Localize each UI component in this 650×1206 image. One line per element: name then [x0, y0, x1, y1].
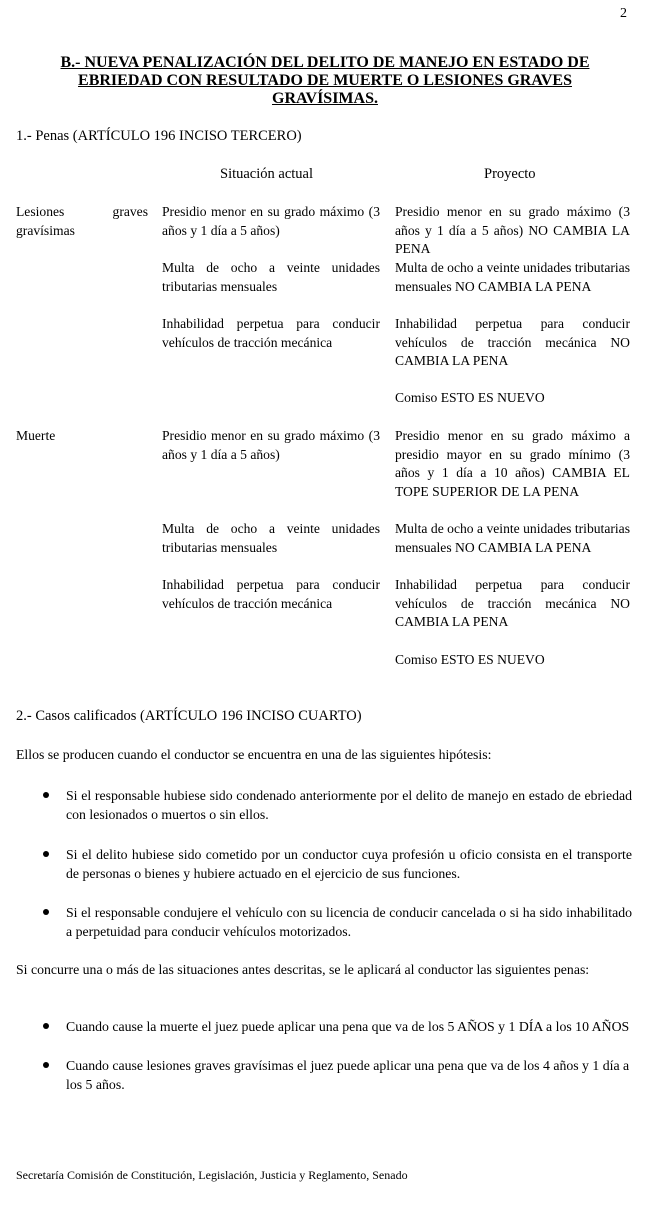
row-label-muerte: Muerte — [16, 428, 56, 443]
document-title: B.- NUEVA PENALIZACIÓN DEL DELITO DE MANEJO EN ESTADO DE EBRIEDAD CON RESULTADO DE MUERTE O LESIONES GRAVES GRAVÍSIMAS. — [60, 54, 590, 107]
section-2-intro: Ellos se producen cuando el conductor se encuentra en una de las siguientes hipótesis: — [16, 747, 492, 762]
proyecto-muerte-presidio: Presidio menor en su grado máximo a presidio mayor en su grado mínimo (3 años y 1 día a 10 años) CAMBIA EL TOPE SUPERIOR DE LA PENA — [395, 428, 630, 499]
section-2-heading: 2.- Casos calificados (ARTÍCULO 196 INCISO CUARTO) — [16, 708, 362, 724]
proyecto-lesiones-multa: Multa de ocho a veinte unidades tributarias mensuales NO CAMBIA LA PENA — [395, 260, 630, 294]
list-item — [16, 1017, 632, 1057]
penalty-text: Cuando cause lesiones graves gravísimas el juez puede aplicar una pena que va de los 4 años y 1 día a los 5 años. — [66, 1058, 630, 1092]
proyecto-muerte-inhabilidad: Inhabilidad perpetua para conducir vehículos de tracción mecánica NO CAMBIA LA PENA — [395, 577, 630, 630]
hypothesis-text: Si el delito hubiese sido cometido por un conductor cuya profesión u oficio consista en el transporte de personas o bienes y hubiere actuado en el ejercicio de sus funciones. — [66, 847, 632, 881]
list-item — [16, 786, 632, 826]
column-header-proyecto: Proyecto — [484, 166, 536, 182]
page-footer: Secretaría Comisión de Constitución, Legislación, Justicia y Reglamento, Senado — [16, 1168, 408, 1182]
proyecto-muerte-comiso: Comiso ESTO ES NUEVO — [395, 652, 545, 667]
bullet-icon — [43, 1023, 49, 1029]
actual-lesiones-multa: Multa de ocho a veinte unidades tributarias mensuales — [162, 260, 380, 294]
penalties-intro: Si concurre una o más de las situaciones antes descritas, se le aplicará al conductor las siguientes penas: — [16, 962, 590, 977]
bullet-icon — [43, 792, 49, 798]
row-label-lesiones: Lesiones graves gravísimas — [16, 204, 148, 238]
proyecto-lesiones-presidio: Presidio menor en su grado máximo (3 años y 1 día a 5 años) NO CAMBIA LA PENA — [395, 204, 630, 257]
actual-muerte-inhabilidad: Inhabilidad perpetua para conducir vehículos de tracción mecánica — [162, 577, 380, 611]
hypothesis-text: Si el responsable hubiese sido condenado anteriormente por el delito de manejo en estado de ebriedad con lesionados o muertos o sin ellos. — [66, 788, 632, 822]
column-header-actual: Situación actual — [220, 166, 314, 182]
proyecto-lesiones-comiso: Comiso ESTO ES NUEVO — [395, 390, 545, 405]
list-item — [16, 903, 632, 943]
list-item — [16, 1056, 632, 1096]
actual-lesiones-inhabilidad: Inhabilidad perpetua para conducir vehículos de tracción mecánica — [162, 316, 380, 350]
hypothesis-text: Si el responsable condujere el vehículo con su licencia de conducir cancelada o si ha sido inhabilitado a perpetuidad para conducir vehículos motorizados. — [66, 905, 632, 939]
section-1-heading: 1.- Penas (ARTÍCULO 196 INCISO TERCERO) — [16, 128, 302, 144]
proyecto-lesiones-inhabilidad: Inhabilidad perpetua para conducir vehículos de tracción mecánica NO CAMBIA LA PENA — [395, 316, 630, 369]
penalty-text: Cuando cause la muerte el juez puede aplicar una pena que va de los 5 AÑOS y 1 DÍA a los 10 AÑOS — [66, 1019, 630, 1034]
actual-lesiones-presidio: Presidio menor en su grado máximo (3 años y 1 día a 5 años) — [162, 204, 380, 238]
page-number: 2 — [620, 6, 627, 21]
bullet-icon — [43, 909, 49, 915]
bullet-icon — [43, 1062, 49, 1068]
actual-muerte-presidio: Presidio menor en su grado máximo (3 años y 1 día a 5 años) — [162, 428, 380, 462]
bullet-icon — [43, 851, 49, 857]
actual-muerte-multa: Multa de ocho a veinte unidades tributarias mensuales — [162, 521, 380, 555]
proyecto-muerte-multa: Multa de ocho a veinte unidades tributarias mensuales NO CAMBIA LA PENA — [395, 521, 630, 555]
list-item — [16, 845, 632, 885]
